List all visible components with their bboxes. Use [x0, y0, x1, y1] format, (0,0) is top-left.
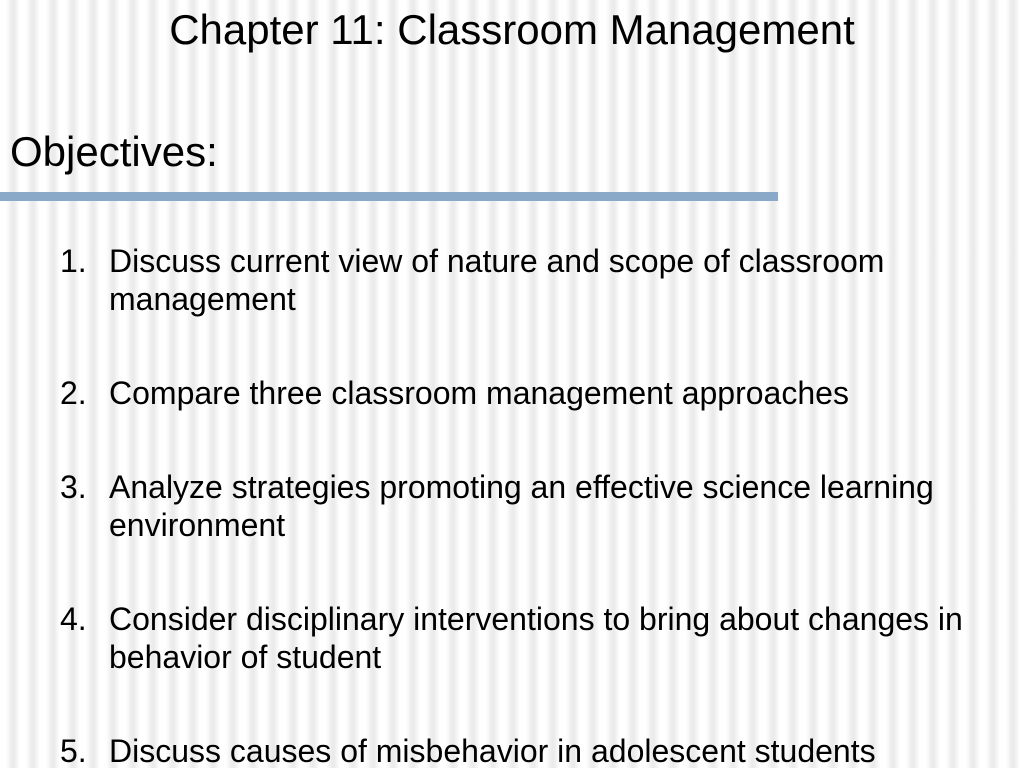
slide-title: Chapter 11: Classroom Management: [169, 6, 855, 53]
objective-item-5: [60, 732, 990, 768]
objective-number: 2.: [60, 375, 87, 411]
objective-item-3: [60, 468, 990, 544]
heading-divider: [0, 192, 778, 201]
objective-number: 4.: [60, 601, 87, 637]
objective-number: 3.: [60, 469, 87, 505]
objective-text: Analyze strategies promoting an effective science learning environment: [109, 469, 934, 543]
objective-item-4: [60, 600, 990, 676]
objective-number: 1.: [60, 243, 87, 279]
objective-text: Discuss current view of nature and scope of classroom management: [109, 243, 885, 317]
objective-text: Consider disciplinary interventions to bring about changes in behavior of student: [109, 601, 963, 675]
objective-text: Compare three classroom management approaches: [109, 375, 849, 411]
objectives-heading: Objectives:: [10, 128, 218, 175]
objective-item-2: [60, 374, 990, 412]
objectives-list: [60, 242, 990, 768]
objective-item-1: [60, 242, 990, 318]
objective-number: 5.: [60, 733, 87, 768]
objective-text: Discuss causes of misbehavior in adolescent students: [109, 733, 876, 768]
